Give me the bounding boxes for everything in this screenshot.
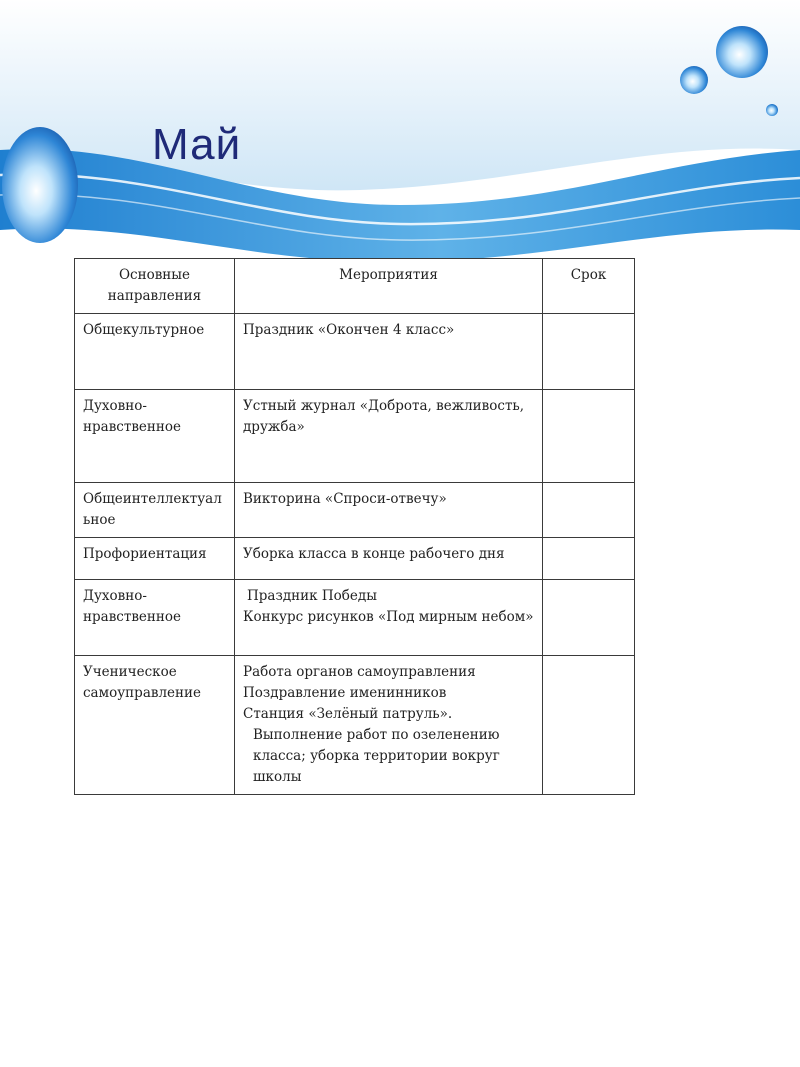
cell-deadline — [543, 390, 635, 483]
slide-title: Май — [152, 120, 242, 169]
cell-direction: Духовно-нравственное — [75, 390, 235, 483]
event-line: Викторина «Спроси-отвечу» — [243, 491, 447, 507]
activity-plan-table — [74, 258, 635, 795]
table-header-row — [75, 259, 635, 314]
blue-orb-left — [2, 127, 78, 243]
event-line: Устный журнал «Доброта, вежливость, дружба» — [243, 398, 525, 435]
cell-direction: Ученическое самоуправление — [75, 656, 235, 795]
cell-deadline — [543, 656, 635, 795]
event-line: Станция «Зелёный патруль». — [243, 706, 453, 722]
cell-direction: Профориентация — [75, 538, 235, 580]
event-line: Праздник Победы — [247, 588, 377, 604]
header-deadline: Срок — [543, 259, 635, 314]
event-line: Конкурс рисунков «Под мирным небом» — [243, 609, 534, 625]
blue-orb-top-right-small — [680, 66, 708, 94]
cell-direction: Общекультурное — [75, 314, 235, 390]
table-row — [75, 314, 635, 390]
cell-direction: Общеинтеллектуальное — [75, 483, 235, 538]
cell-direction: Духовно-нравственное — [75, 580, 235, 656]
cell-deadline — [543, 314, 635, 390]
table-row — [75, 580, 635, 656]
table-row — [75, 390, 635, 483]
header-events: Мероприятия — [235, 259, 543, 314]
cell-deadline — [543, 538, 635, 580]
table-row — [75, 538, 635, 580]
cell-events — [235, 580, 543, 656]
event-line: Выполнение работ по озеленению класса; уборка территории вокруг школы — [253, 727, 500, 785]
table-row — [75, 483, 635, 538]
event-line: Работа органов самоуправления — [243, 664, 476, 680]
cell-events — [235, 656, 543, 795]
cell-deadline — [543, 483, 635, 538]
blue-orb-top-right-large — [716, 26, 768, 78]
event-line: Праздник «Окончен 4 класс» — [243, 322, 455, 338]
cell-events — [235, 538, 543, 580]
wave-banner-background — [0, 0, 800, 300]
event-line: Уборка класса в конце рабочего дня — [243, 546, 505, 562]
cell-events — [235, 390, 543, 483]
cell-deadline — [543, 580, 635, 656]
header-directions: Основные направления — [75, 259, 235, 314]
table-row — [75, 656, 635, 795]
cell-events — [235, 314, 543, 390]
blue-orb-top-right-tiny — [766, 104, 778, 116]
cell-events — [235, 483, 543, 538]
event-line: Поздравление именинников — [243, 685, 447, 701]
